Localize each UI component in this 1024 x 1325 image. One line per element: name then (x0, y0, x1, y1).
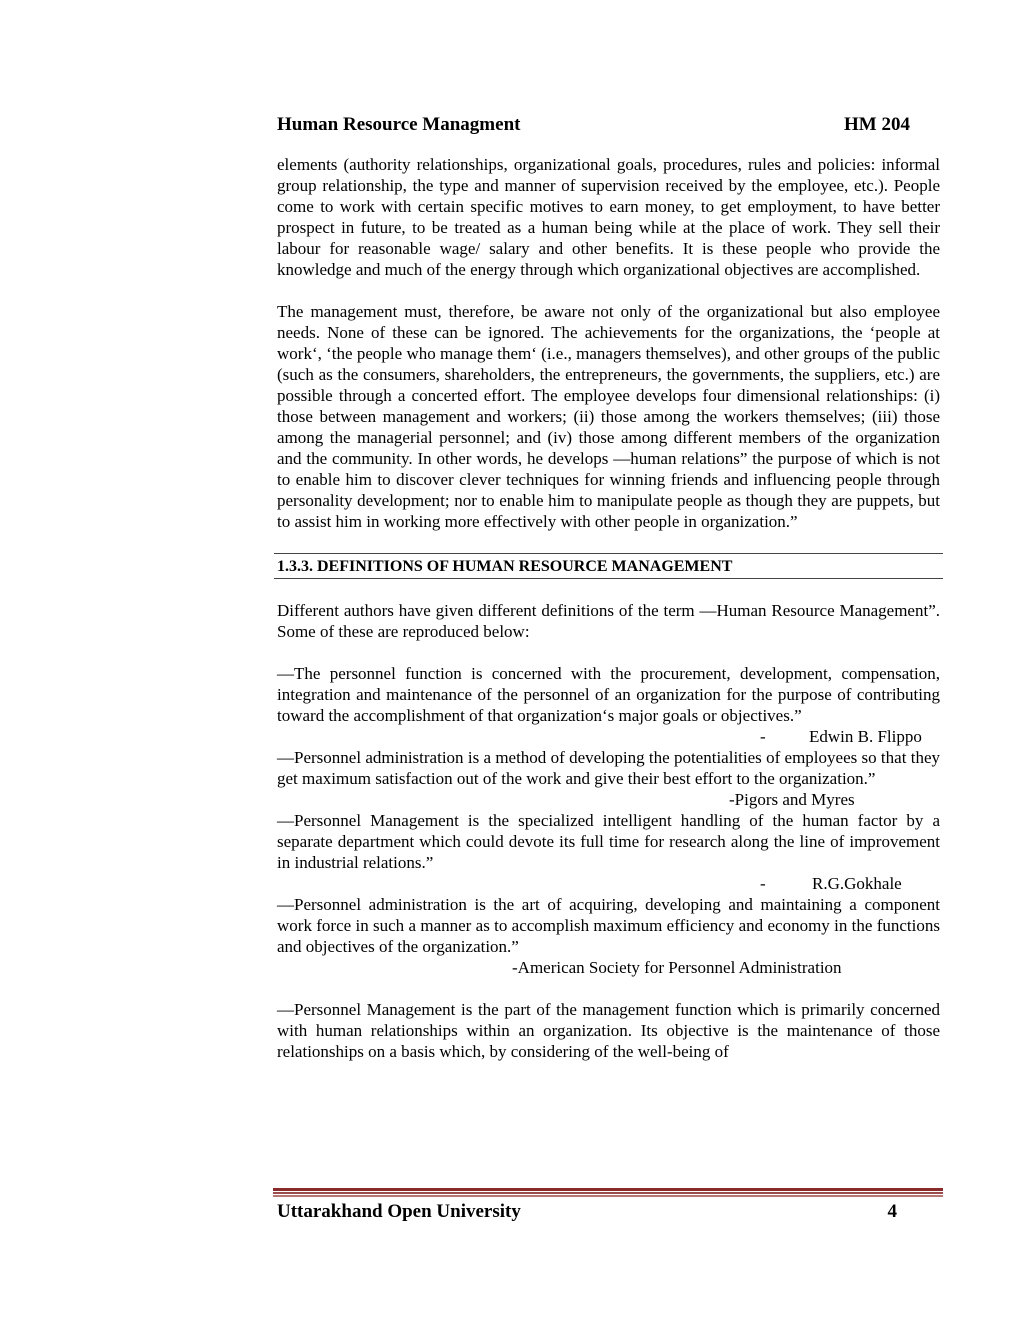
header-title: Human Resource Managment (277, 114, 521, 135)
page-footer (277, 1201, 897, 1225)
definition-attribution (277, 957, 940, 978)
definition-quote: ―Personnel administration is the art of acquiring, developing and maintaining a component work force in such a manner as to accomplish maximum efficiency and economy in the functions and objectives of the organization.” (277, 895, 940, 956)
attribution-author: -Pigors and Myres (729, 790, 855, 809)
definition-quote: ―Personnel Management is the part of the management function which is primarily concerned with human relationships within an organization. Its objective is the maintenance of those relationships on a basis which, by considering of the well-being of (277, 1000, 940, 1061)
attribution-author: R.G.Gokhale (812, 874, 902, 893)
paragraph: elements (authority relationships, organizational goals, procedures, rules and policies: informal group relationship, the type and manner of supervision received by the employee, etc.). People come to work with certain specific motives to earn money, to get employment, to have better prospect in future, to be treated as a human being while at the place of work. They sell their labour for reasonable wage/ salary and other benefits. It is these people who provide the knowledge and much of the energy through which organizational objectives are accomplished. (277, 155, 940, 279)
attribution-author: -American Society for Personnel Administration (512, 958, 842, 977)
definition-attribution (277, 789, 940, 810)
definition-quote: ―Personnel Management is the specialized intelligent handling of the human factor by a separate department which could devote its full time for research along the line of improvement in industrial relations.” (277, 811, 940, 872)
definition-attribution (277, 873, 940, 894)
attribution-author: Edwin B. Flippo (809, 727, 922, 746)
section-heading: 1.3.3. DEFINITIONS OF HUMAN RESOURCE MANAGEMENT (274, 553, 943, 579)
paragraph: The management must, therefore, be aware not only of the organizational but also employee needs. None of these can be ignored. The achievements for the organizations, the ‘people at work‘, ‘the people who manage them‘ (i.e., managers themselves), and other groups of the public (such as the consumers, shareholders, the entrepreneurs, the governments, the suppliers, etc.) are possible through a concerted effort. The employee develops four dimensional relationships: (i) those between management and workers; (ii) those among the workers themselves; (iii) those among the managerial personnel; and (iv) those among different members of the organization and the community. In other words, he develops ―human relations” the purpose of which is not to enable him to discover clever techniques for winning friends and influencing people through personality development; nor to enable him to manipulate people as though they are puppets, but to assist him in working more effectively with other people in organization.” (277, 302, 940, 531)
definition-quote: ―The personnel function is concerned with the procurement, development, compensation, integration and maintenance of the personnel of an organization for the purpose of contributing toward the accomplishment of that organization‘s major goals or objectives.” (277, 664, 940, 725)
footer-university: Uttarakhand Open University (277, 1201, 521, 1222)
attribution-dash: - (760, 727, 766, 746)
page-number: 4 (887, 1201, 897, 1222)
definition-attribution (277, 726, 940, 747)
footer-rule (273, 1188, 943, 1198)
definition-quote: ―Personnel administration is a method of developing the potentialities of employees so that they get maximum satisfaction out of the work and give their best effort to the organization.” (277, 748, 940, 788)
header-course-code: HM 204 (844, 114, 910, 135)
section-intro: Different authors have given different definitions of the term ―Human Resource Management”. Some of these are reproduced below: (277, 601, 940, 641)
page-header (277, 114, 910, 138)
page-body (277, 154, 940, 1062)
attribution-dash: - (760, 874, 766, 893)
